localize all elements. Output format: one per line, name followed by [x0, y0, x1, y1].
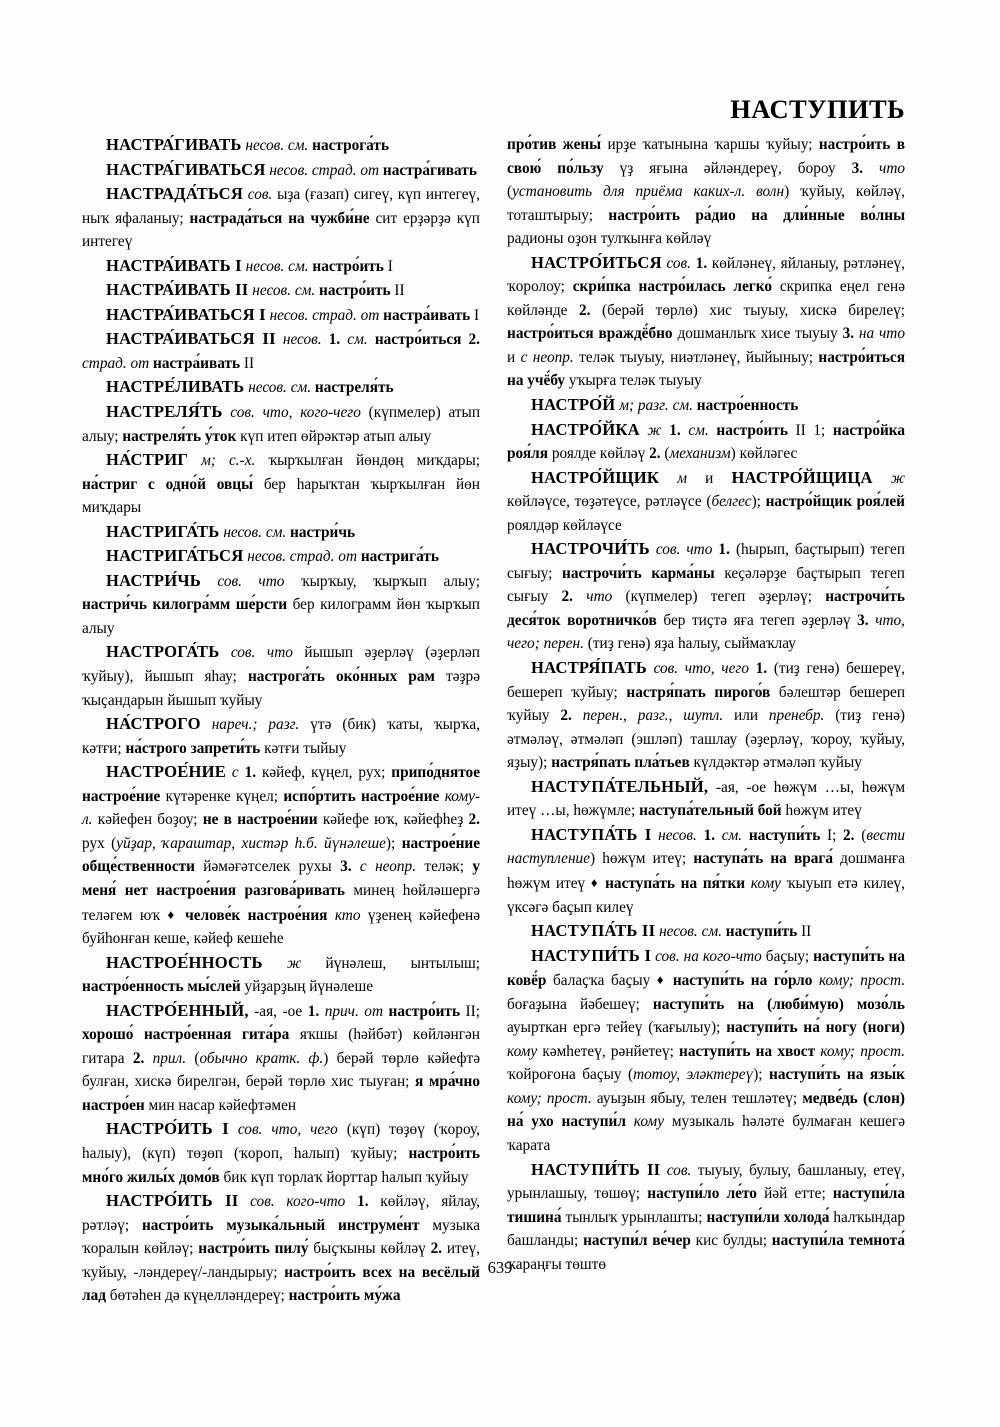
left-column-entry: НАСТРАДА́ТЬСЯ сов. ыҙа (ғазап) сигеү, күп интегеү, ныҡ яфаланыу; настрада́ться на чужби́не сит ерҙәрҙә күп интегеү	[82, 184, 480, 251]
right-column-entry: НАСТРЯ́ПАТЬ сов. что, чего 1. (тиҙ генә) бешереү, бешереп ҡуйыу; настря́пать пирого́в бәлештәр бешереп ҡуйыу 2. перен., разг., шутл. или пренебр. (тиҙ генә) әтмәләү, әтмәләп (эшләп) ташлау (әҙерләү, ҡороу, ҡуйыу, яҙыу); настря́пать пла́тьев күлдәктәр әтмәләп ҡуйыу	[507, 658, 906, 772]
left-column-entry: НАСТРОГА́ТЬ сов. что йышып әҙерләү (әҙерләп ҡуйыу), йышып яһау; настрога́ть око́нных рам тәҙрә ҡыҫандарын йышып ҡуйыу	[82, 642, 480, 709]
right-column-entry: НАСТУПИ́ТЬ I сов. на кого-что баҫыу; наступи́ть на ковё́р балаҫҡа баҫыу ♦ наступи́ть на го́рло кому; прост. боғаҙына йәбешеү; наступи́ть на (люби́мую) мозо́ль ауырткан ергә тейеү (ҡағылыу); наступи́ть на́ ногу (ноги) кому кәмһетеү, рәнйетеү; наступи́ть на хвост кому; прост. ҡойроғона баҫыу (тотоу, эләктереү); наступи́ть на язы́к кому; прост. ауыҙын ябыу, телен тешләтеү; медве́дь (слон) на́ ухо наступи́л кому музыкаль һәләте булмаған кешегә ҡарата	[507, 945, 906, 1154]
running-head: НАСТУПИТЬ	[730, 94, 905, 124]
left-column-entry: НАСТРО́ЕННЫЙ, -ая, -ое 1. прич. от настро́ить II; хорошо́ настро́енная гита́ра яҡшы (һәйбәт) көйләнгән гитара 2. прил. (обычно кратк. ф.) берәй төрлө кәйефтә булған, хискә бирелгән, берәй төрлө хис тыуған; я мра́чно настро́ен мин насар кәйефтәмен	[82, 1000, 481, 1114]
left-column-entry: НАСТРЕЛЯ́ТЬ сов. что, кого-чего (күпмелер) атып алыу; настреля́ть у́ток күп итеп өйрәктәр атып алыу	[82, 402, 481, 445]
left-column-entry: НАСТРА́ИВАТЬСЯ I несов. страд. от настра́ивать I	[106, 304, 480, 324]
left-column-entry: НАСТРО́ИТЬ II сов. кого-что 1. көйләү, яйлау, рәтләү; настро́ить музыка́льный инструме́нт музыка ҡоралын көйләү; настро́ить пилу́ быҫҡыны көйләү 2. итеү, ҡуйыу, -ләндереү/-ландырыу; настро́ить всех на весёлый лад бөтәһен дә күңелләндереү; настро́ить му́жа	[82, 1191, 481, 1305]
left-column-entry: НАСТРА́ГИВАТЬ несов. см. настрога́ть	[106, 135, 390, 154]
left-column-entry: НАСТРА́ИВАТЬ II несов. см. настро́ить II	[106, 280, 405, 300]
left-column-entry: НАСТРА́ИВАТЬСЯ II несов. 1. см. настро́иться 2. страд. от настра́ивать II	[82, 329, 480, 372]
left-column-entry: НАСТРОЕ́ННОСТЬ ж йүнәлеш, ынтылыш; настро́енность мы́слей уйҙарҙың йүнәлеше	[82, 952, 480, 996]
left-column-entry: НАСТРО́ИТЬ I сов. что, чего (күп) төҙөү (ҡороу, һалыу), (күп) төҙөп (ҡороп, һалып) ҡуйыу; настро́ить мно́го жилы́х домо́в бик күп торлаҡ йорттар һалып ҡуйыу	[82, 1119, 480, 1186]
left-column-entry: НАСТРОЕ́НИЕ с 1. кәйеф, күңел, рух; припо́днятое настрое́ние күтәренке күңел; испо́ртить настрое́ние кому-л. кәйефен боҙоу; не в настрое́нии кәйефе юҡ, кәйефһеҙ 2. рух (уйҙар, ҡараштар, хистәр һ.б. йүнәлеше); настрое́ние обще́ственности йәмәғәтселек рухы 3. с неопр. теләк; у меня́ нет настрое́ния разгова́ривать минең һөйләшергә теләгем юҡ ♦ челове́к настрое́ния кто үҙенең кәйефенә буйһонған кеше, кәйеф кешеһе	[82, 762, 481, 948]
left-column	[82, 133, 481, 1305]
right-column-entry: НАСТРО́ЙЩИК м и НАСТРО́ЙЩИЦА ж көйләүсе, төҙәтеүсе, рәтләүсе (белгес); настро́йщик роя́лей роялдәр көйләүсе	[507, 467, 906, 534]
right-column-entry: НАСТУПИ́ТЬ II сов. тыуыу, булыу, башланыу, етеү, урынлашыу, төшөү; наступи́ло ле́то йәй етте; наступи́ла тишина́ тынлыҡ урынлашты; наступи́ли холода́ һалҡындар башланды; наступи́л ве́чер кис булды; наступи́ла темнота́ ҡараңғы төштө	[507, 1159, 906, 1273]
left-column-entry: НАСТРЕ́ЛИВАТЬ несов. см. настреля́ть	[106, 377, 394, 397]
right-column-entry: НАСТУПА́ТЬ I несов. 1. см. наступи́ть I; 2. (вести наступление) һөжүм итеү; наступа́ть на врага́ дошманға һөжүм итеү ♦ наступа́ть на пя́тки кому ҡыуып етә килеү, үксәгә баҫып килеү	[507, 824, 906, 916]
right-column-entry: НАСТРОЧИ́ТЬ сов. что 1. (һырып, баҫтырып) тегеп сығыу; настрочи́ть карма́ны кеҫәләрҙе баҫтырып тегеп сығыу 2. что (күпмелер) тегеп әҙерләү; настрочи́ть деся́ток воротничко́в бер тиҫтә яға тегеп әҙерләү 3. что, чего; перен. (тиҙ генә) яҙа һалыу, сыймаҡлау	[507, 539, 906, 653]
right-column-entry: НАСТРО́ЙКА ж 1. см. настро́ить II 1; настро́йка роя́ля роялде көйләү 2. (механизм) көйләгес	[507, 419, 906, 463]
right-column-entry: НАСТУПА́ТЕЛЬНЫЙ, -ая, -ое һөжүм …ы, һөжүм итеү …ы, һөжүмле; наступа́тельный бой һөжүм итеү	[507, 776, 905, 820]
right-column-entry: НАСТРО́ИТЬСЯ сов. 1. көйләнеү, яйланыу, рәтләнеү, ҡоролоу; скри́пка настро́илась легко́ скрипка еңел генә көйләнде 2. (берәй төрлө) хис тыуыу, хискә бирелеү; настро́иться враждё́бно дошманлыҡ хисе тыуыу 3. на что и с неопр. теләк тыуыу, ниәтләнеү, йыйыныу; настро́иться на учё́бу уҡырға теләк тыуыу	[507, 252, 906, 390]
page-number: 639	[487, 1258, 513, 1277]
left-column-entry: НАСТРИ́ЧЬ сов. что ҡырҡыу, ҡырҡып алыу; настри́чь килогра́мм ше́рсти бер килограмм йөн ҡырҡып алыу	[82, 570, 480, 637]
left-column-entry: НА́СТРОГО нареч.; разг. үтә (бик) ҡаты, ҡырҡа, кәтғи; на́строго запрети́ть кәтғи тыйыу	[82, 714, 480, 757]
left-column-entry: НАСТРИГА́ТЬСЯ несов. страд. от настрига́ть	[106, 546, 439, 566]
right-column-entry: про́тив жены́ ирҙе ҡатынына ҡаршы ҡуйыу; настро́ить в свою́ по́льзу үҙ яғына әйләндереү, бороу 3. что (установить для приёма каких-л. волн) ҡуйыу, көйләү, тоташтырыу; настро́ить ра́дио на дли́нные во́лны радионы оҙон тулҡынға көйләү	[507, 136, 906, 248]
right-column-entry: НАСТУПА́ТЬ II несов. см. наступи́ть II	[531, 921, 812, 941]
right-column-entry: НАСТРО́Й м; разг. см. настро́енность	[531, 395, 799, 415]
right-column	[507, 133, 906, 1273]
left-column-entry: НАСТРА́ИВАТЬ I несов. см. настро́ить I	[106, 255, 393, 275]
left-column-entry: НА́СТРИГ м; с.-х. ҡырҡылған йөндөң миҡдары; на́стриг с одно́й овцы́ бер һарыҡтан ҡырҡылған йөн миҡдары	[82, 450, 480, 517]
left-column-entry: НАСТРИГА́ТЬ несов. см. настри́чь	[106, 521, 356, 541]
left-column-entry: НАСТРА́ГИВАТЬСЯ несов. страд. от настра́гивать	[106, 159, 477, 179]
